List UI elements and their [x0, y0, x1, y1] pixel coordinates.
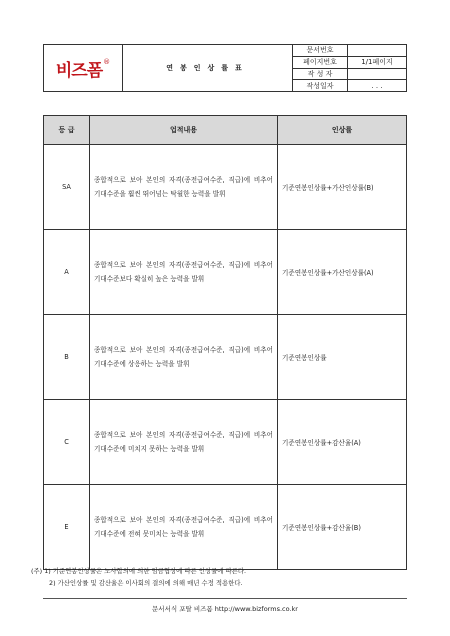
document-header	[43, 44, 407, 92]
grade-cell: A	[44, 230, 90, 315]
note-line-1: (주) 1) 기준연봉인상률은 노사합의에 의한 임금협상에 따른 인상률에 따른다.	[31, 567, 247, 575]
registered-mark: ®	[103, 57, 111, 66]
content-cell: 종합적으로 보아 본인의 자격(종전급여수준, 직급)에 비추어 기대수준을 훨씬 뛰어넘는 탁월한 능력을 발휘	[90, 145, 278, 230]
content-cell: 종합적으로 보아 본인의 자격(종전급여수준, 직급)에 비추어 기대수준에 미치지 못하는 능력을 발휘	[90, 400, 278, 485]
grade-cell: SA	[44, 145, 90, 230]
column-header-rate: 인상률	[278, 116, 407, 145]
rate-cell: 기준연봉인상률+가산인상률(A)	[278, 230, 407, 315]
logo	[44, 56, 122, 81]
column-header-grade: 등 급	[44, 116, 90, 145]
content-cell: 종합적으로 보아 본인의 자격(종전급여수준, 직급)에 비추어 기대수준에 전혀 못미치는 능력을 발휘	[90, 485, 278, 570]
column-header-content: 업적내용	[90, 116, 278, 145]
footer-divider	[43, 598, 407, 599]
rate-cell: 기준연봉인상률+가산인상률(B)	[278, 145, 407, 230]
meta-label-doc-number: 문서번호	[293, 45, 348, 57]
table-row	[44, 400, 407, 485]
grade-cell: C	[44, 400, 90, 485]
header-table	[43, 44, 407, 92]
meta-value-date: . . .	[348, 80, 407, 92]
meta-value-doc-number	[348, 45, 407, 57]
grade-cell: E	[44, 485, 90, 570]
rate-cell: 기준연봉인상률+감산율(B)	[278, 485, 407, 570]
table-row	[44, 145, 407, 230]
table-row	[44, 230, 407, 315]
rate-cell: 기준연봉인상률+감산율(A)	[278, 400, 407, 485]
raise-rate-table	[43, 115, 407, 570]
rate-cell: 기준연봉인상률	[278, 315, 407, 400]
meta-value-page-number: 1/1페이지	[348, 56, 407, 68]
footer-text: 문서서식 포탈 비즈폼 http://www.bizforms.co.kr	[152, 605, 298, 613]
logo-cell	[44, 45, 123, 92]
meta-label-date: 작성일자	[293, 80, 348, 92]
notes	[31, 565, 246, 589]
table-row	[44, 315, 407, 400]
grade-cell: B	[44, 315, 90, 400]
meta-label-page-number: 페이지번호	[293, 56, 348, 68]
raise-rate-table-container	[43, 115, 407, 570]
content-cell: 종합적으로 보아 본인의 자격(종전급여수준, 직급)에 비추어 기대수준에 상응하는 능력을 발휘	[90, 315, 278, 400]
content-cell: 종합적으로 보아 본인의 자격(종전급여수준, 직급)에 비추어 기대수준보다 확실히 높은 능력을 발휘	[90, 230, 278, 315]
table-header-row	[44, 116, 407, 145]
meta-label-author: 작 성 자	[293, 68, 348, 80]
meta-value-author	[348, 68, 407, 80]
note-line-2: 2) 가산인상률 및 감산율은 이사회의 결의에 의해 매년 수정 적용한다.	[49, 579, 243, 587]
table-row	[44, 485, 407, 570]
logo-text: 비즈폼	[55, 60, 103, 81]
document-title: 연봉인상률표	[123, 45, 293, 92]
